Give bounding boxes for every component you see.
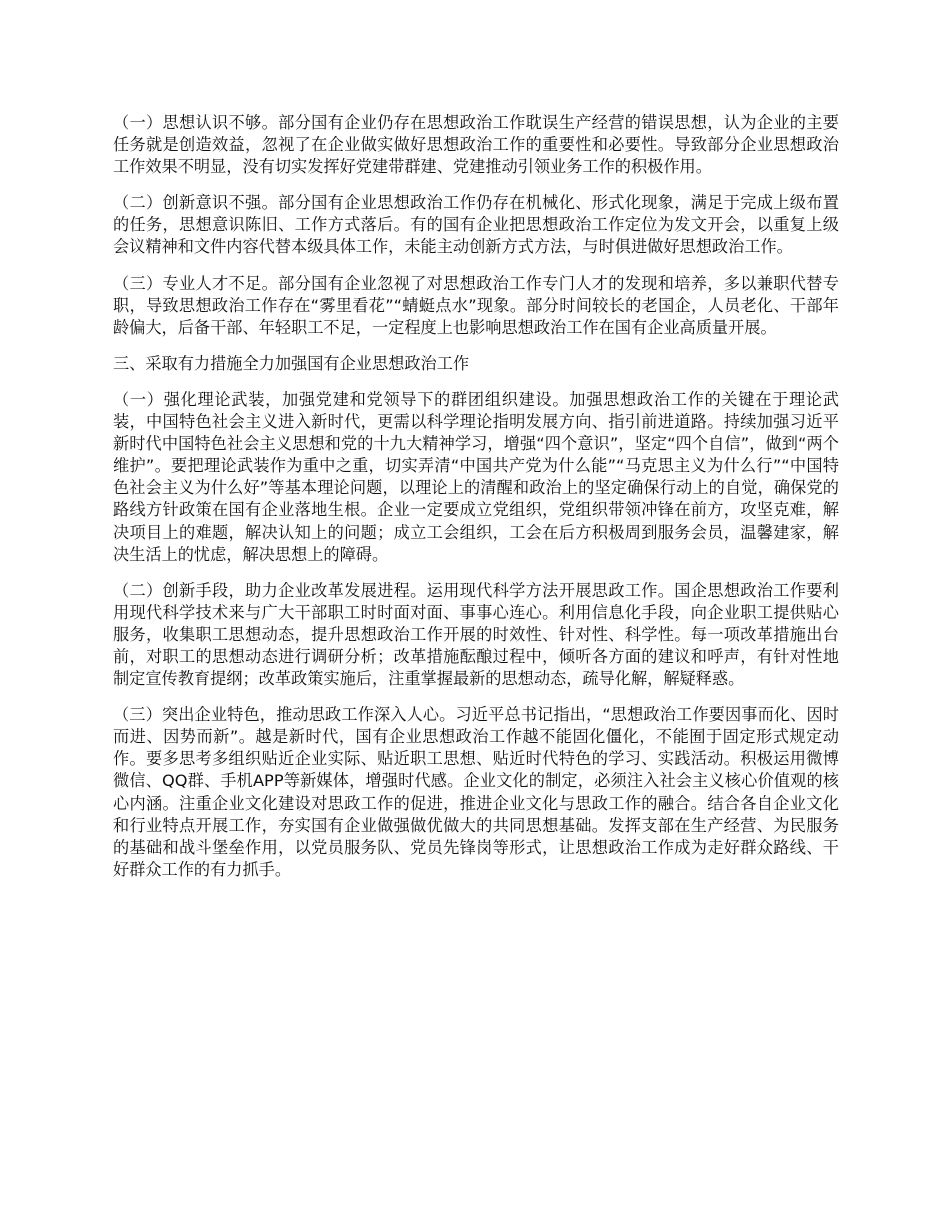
paragraph-thought-awareness: （一）思想认识不够。部分国有企业仍存在思想政治工作耽误生产经营的错误思想，认为企业的主要任务就是创造效益，忽视了在企业做实做好思想政治工作的重要性和必要性。导致部分企业思想政治工作效果不明显，没有切实发挥好党建带群建、党建推动引领业务工作的积极作用。 <box>113 113 839 177</box>
paragraph-innovation-awareness: （二）创新意识不强。部分国有企业思想政治工作仍存在机械化、形式化现象，满足于完成上级布置的任务，思想意识陈旧、工作方式落后。有的国有企业把思想政治工作定位为发文开会，以重复上级会议精神和文件内容代替本级具体工作，未能主动创新方式方法，与时俱进做好思想政治工作。 <box>113 193 839 257</box>
section-heading: 三、采取有力措施全力加强国有企业思想政治工作 <box>113 353 470 373</box>
paragraph-enterprise-characteristics: （三）突出企业特色，推动思政工作深入人心。习近平总书记指出，“思想政治工作要因事而化、因时而进、因势而新”。越是新时代，国有企业思想政治工作越不能固化僵化，不能囿于固定形式规定动作。要多思考多组织贴近企业实际、贴近职工思想、贴近时代特色的学习、实践活动。积极运用微博微信、QQ群、手机APP等新媒体，增强时代感。企业文化的制定，必须注入社会主义核心价值观的核心内涵。注重企业文化建设对思政工作的促进，推进企业文化与思政工作的融合。结合各自企业文化和行业特点开展工作，夯实国有企业做强做优做大的共同思想基础。发挥支部在生产经营、为民服务的基础和战斗堡垒作用，以党员服务队、党员先锋岗等形式，让思想政治工作成为走好群众路线、干好群众工作的有力抓手。 <box>113 705 839 879</box>
document-body <box>113 112 839 895</box>
paragraph-professional-talent: （三）专业人才不足。部分国有企业忽视了对思想政治工作专门人才的发现和培养，多以兼职代替专职，导致思想政治工作存在“雾里看花”“蜻蜓点水”现象。部分时间较长的老国企，人员老化、干部年龄偏大，后备干部、年轻职工不足，一定程度上也影响思想政治工作在国有企业高质量开展。 <box>113 273 839 337</box>
paragraph-innovative-means: （二）创新手段，助力企业改革发展进程。运用现代科学方法开展思政工作。国企思想政治工作要利用现代科学技术来与广大干部职工时时面对面、事事心连心。利用信息化手段，向企业职工提供贴心服务，收集职工思想动态，提升思想政治工作开展的时效性、针对性、科学性。每一项改革措施出台前，对职工的思想动态进行调研分析；改革措施酝酿过程中，倾听各方面的建议和呼声，有针对性地制定宣传教育提纲；改革政策实施后，注重掌握最新的思想动态，疏导化解，解疑释惑。 <box>113 580 839 689</box>
paragraph-theoretical-armament: （一）强化理论武装，加强党建和党领导下的群团组织建设。加强思想政治工作的关键在于理论武装，中国特色社会主义进入新时代，更需以科学理论指明发展方向、指引前进道路。持续加强习近平新时代中国特色社会主义思想和党的十九大精神学习，增强“四个意识”，坚定“四个自信”，做到“两个维护”。要把理论武装作为重中之重，切实弄清“中国共产党为什么能”“马克思主义为什么行”“中国特色社会主义为什么好”等基本理论问题，以理论上的清醒和政治上的坚定确保行动上的自觉，确保党的路线方针政策在国有企业落地生根。企业一定要成立党组织，党组织带领冲锋在前方，攻坚克难，解决项目上的难题，解决认知上的问题；成立工会组织，工会在后方积极周到服务会员，温馨建家，解决生活上的忧虑，解决思想上的障碍。 <box>113 389 839 564</box>
